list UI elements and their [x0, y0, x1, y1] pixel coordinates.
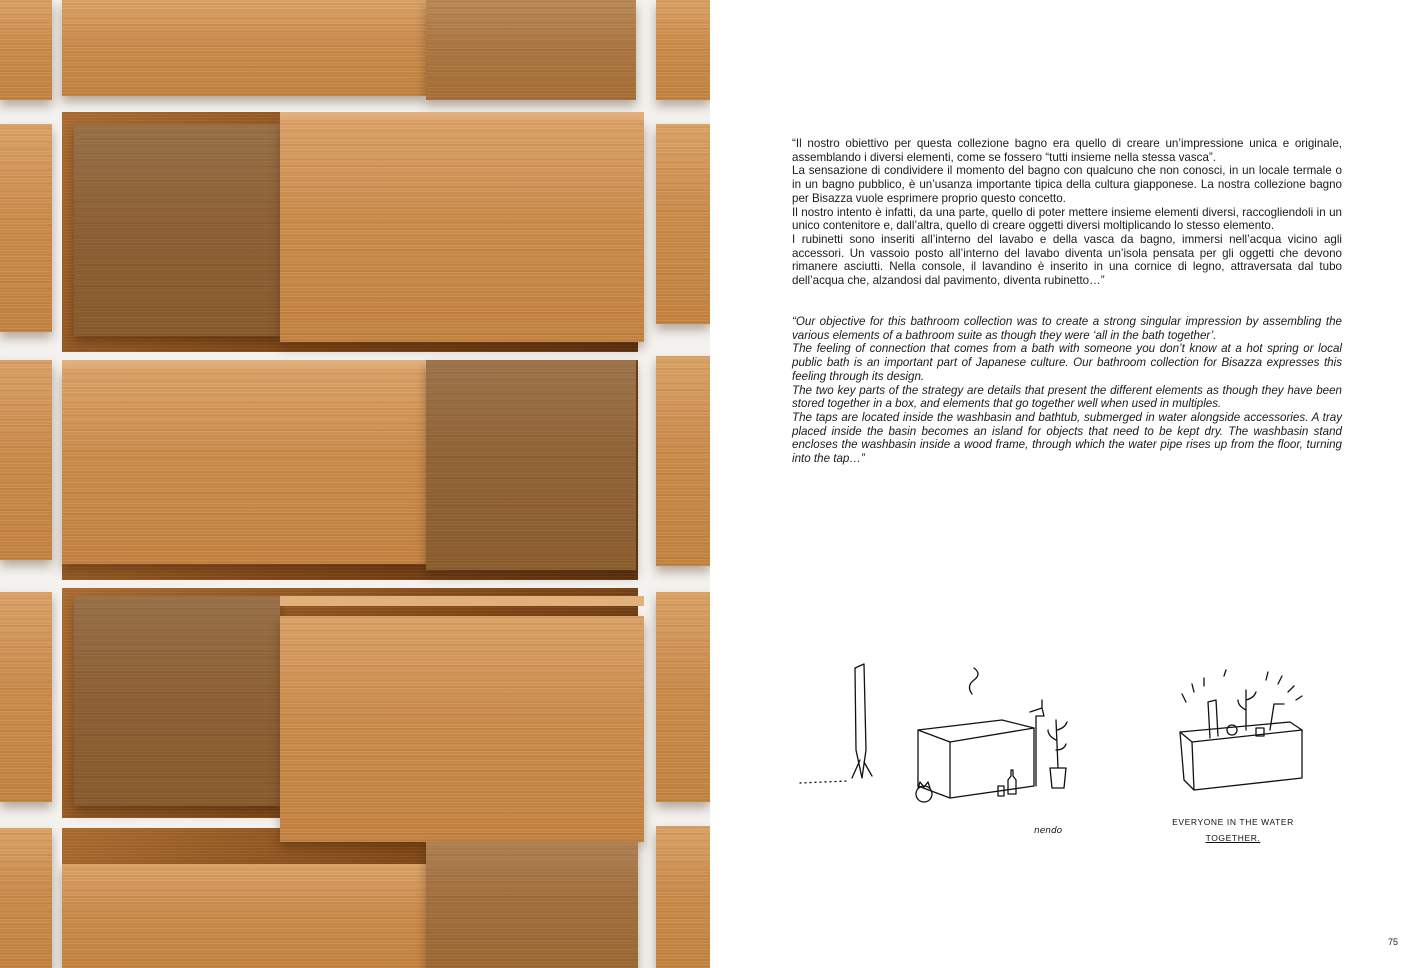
- english-paragraph: The feeling of connection that comes from a bath with someone you don’t know at a hot spring or local public bath is an important part of Japanese culture. Our bathroom collection for Bisazza expresses this feeling through its design.: [792, 342, 1342, 383]
- drawer: [280, 616, 644, 842]
- drawer: [656, 124, 710, 324]
- drawer: [426, 0, 636, 100]
- drawer: [0, 360, 52, 560]
- english-paragraph: The taps are located inside the washbasin and bathtub, submerged in water alongside accessories. A tray placed inside the basin becomes an island for objects that need to be kept dry. The washbasin stand encloses the washbasin inside a wood frame, through which the water pipe rises up from the floor, turning into the tap…”: [792, 410, 1342, 466]
- sketch-caption: [1168, 814, 1298, 846]
- drawer: [62, 368, 426, 564]
- box-with-objects-drawing: [1180, 690, 1302, 790]
- italian-paragraph: “Il nostro obiettivo per questa collezione bagno era quello di creare un’impressione unica e originale, assemblando i diversi elementi, come se fossero “tutti insieme nella stessa vasca”.: [792, 137, 1342, 164]
- drawer: [74, 596, 280, 806]
- english-paragraph: “Our objective for this bathroom collection was to create a strong singular impression by assembling the various elements of a bathroom suite as though they were ‘all in the bath together’.: [792, 315, 1342, 342]
- drawer: [74, 124, 280, 336]
- page-number: 75: [1387, 937, 1398, 947]
- drawer: [62, 0, 426, 96]
- bathtub-drawing: [918, 668, 1034, 798]
- drawer: [62, 864, 426, 968]
- english-statement: [792, 315, 1342, 466]
- drawer: [656, 826, 710, 968]
- excitement-marks: [1182, 670, 1302, 702]
- italian-paragraph: Il nostro intento è infatti, da una parte, quello di poter mettere insieme elementi diversi, raccogliendoli in un unico contenitore e, dall’altra, quello di creare oggetti diversi moltiplicando lo stesso elemento.: [792, 205, 1342, 233]
- plant-pot-drawing: [1048, 720, 1067, 788]
- drawer: [0, 124, 52, 332]
- designer-signature: nendo: [1034, 826, 1063, 836]
- bottles-drawing: [998, 770, 1016, 796]
- caption-line-1: EVERYONE IN THE WATER: [1172, 817, 1294, 827]
- english-paragraph: The two key parts of the strategy are details that present the different elements as though they have been stored together in a box, and elements that go together well when used in multiples.: [792, 383, 1342, 411]
- italian-statement: [792, 137, 1342, 288]
- drawer: [426, 360, 636, 570]
- walking-figure-drawing: [800, 664, 872, 783]
- cat-drawing: [916, 782, 932, 802]
- italian-paragraph: La sensazione di condividere il momento del bagno con qualcuno che non conosci, in un locale termale o in un bagno pubblico, è un’usanza importante tipica della cultura giapponese. La nostra collezione bagno per Bisazza vuole esprimere proprio questo concetto.: [792, 164, 1342, 205]
- drawer: [656, 0, 710, 100]
- drawer-edge: [280, 596, 644, 606]
- drawer: [656, 356, 710, 566]
- drawer: [0, 592, 52, 802]
- italian-paragraph: I rubinetti sono inseriti all’interno del lavabo e della vasca da bagno, immersi nell’acqua vicino agli accessori. Un vassoio posto all’interno del lavabo diventa un’isola pensata per gli oggetti che devono rimanere asciutti. Nella console, il lavandino è inserito in una cornice di legno, attraversata dal tubo dell’acqua che, alzandosi dal pavimento, diventa rubinetto…”: [792, 232, 1342, 288]
- text-page: [710, 0, 1420, 968]
- drawer: [0, 828, 52, 968]
- drawer: [280, 120, 644, 342]
- tap-drawing: [1030, 700, 1044, 786]
- drawer: [656, 592, 710, 802]
- caption-line-2: TOGETHER.: [1205, 833, 1261, 843]
- drawer: [0, 0, 52, 100]
- drawer: [426, 842, 638, 968]
